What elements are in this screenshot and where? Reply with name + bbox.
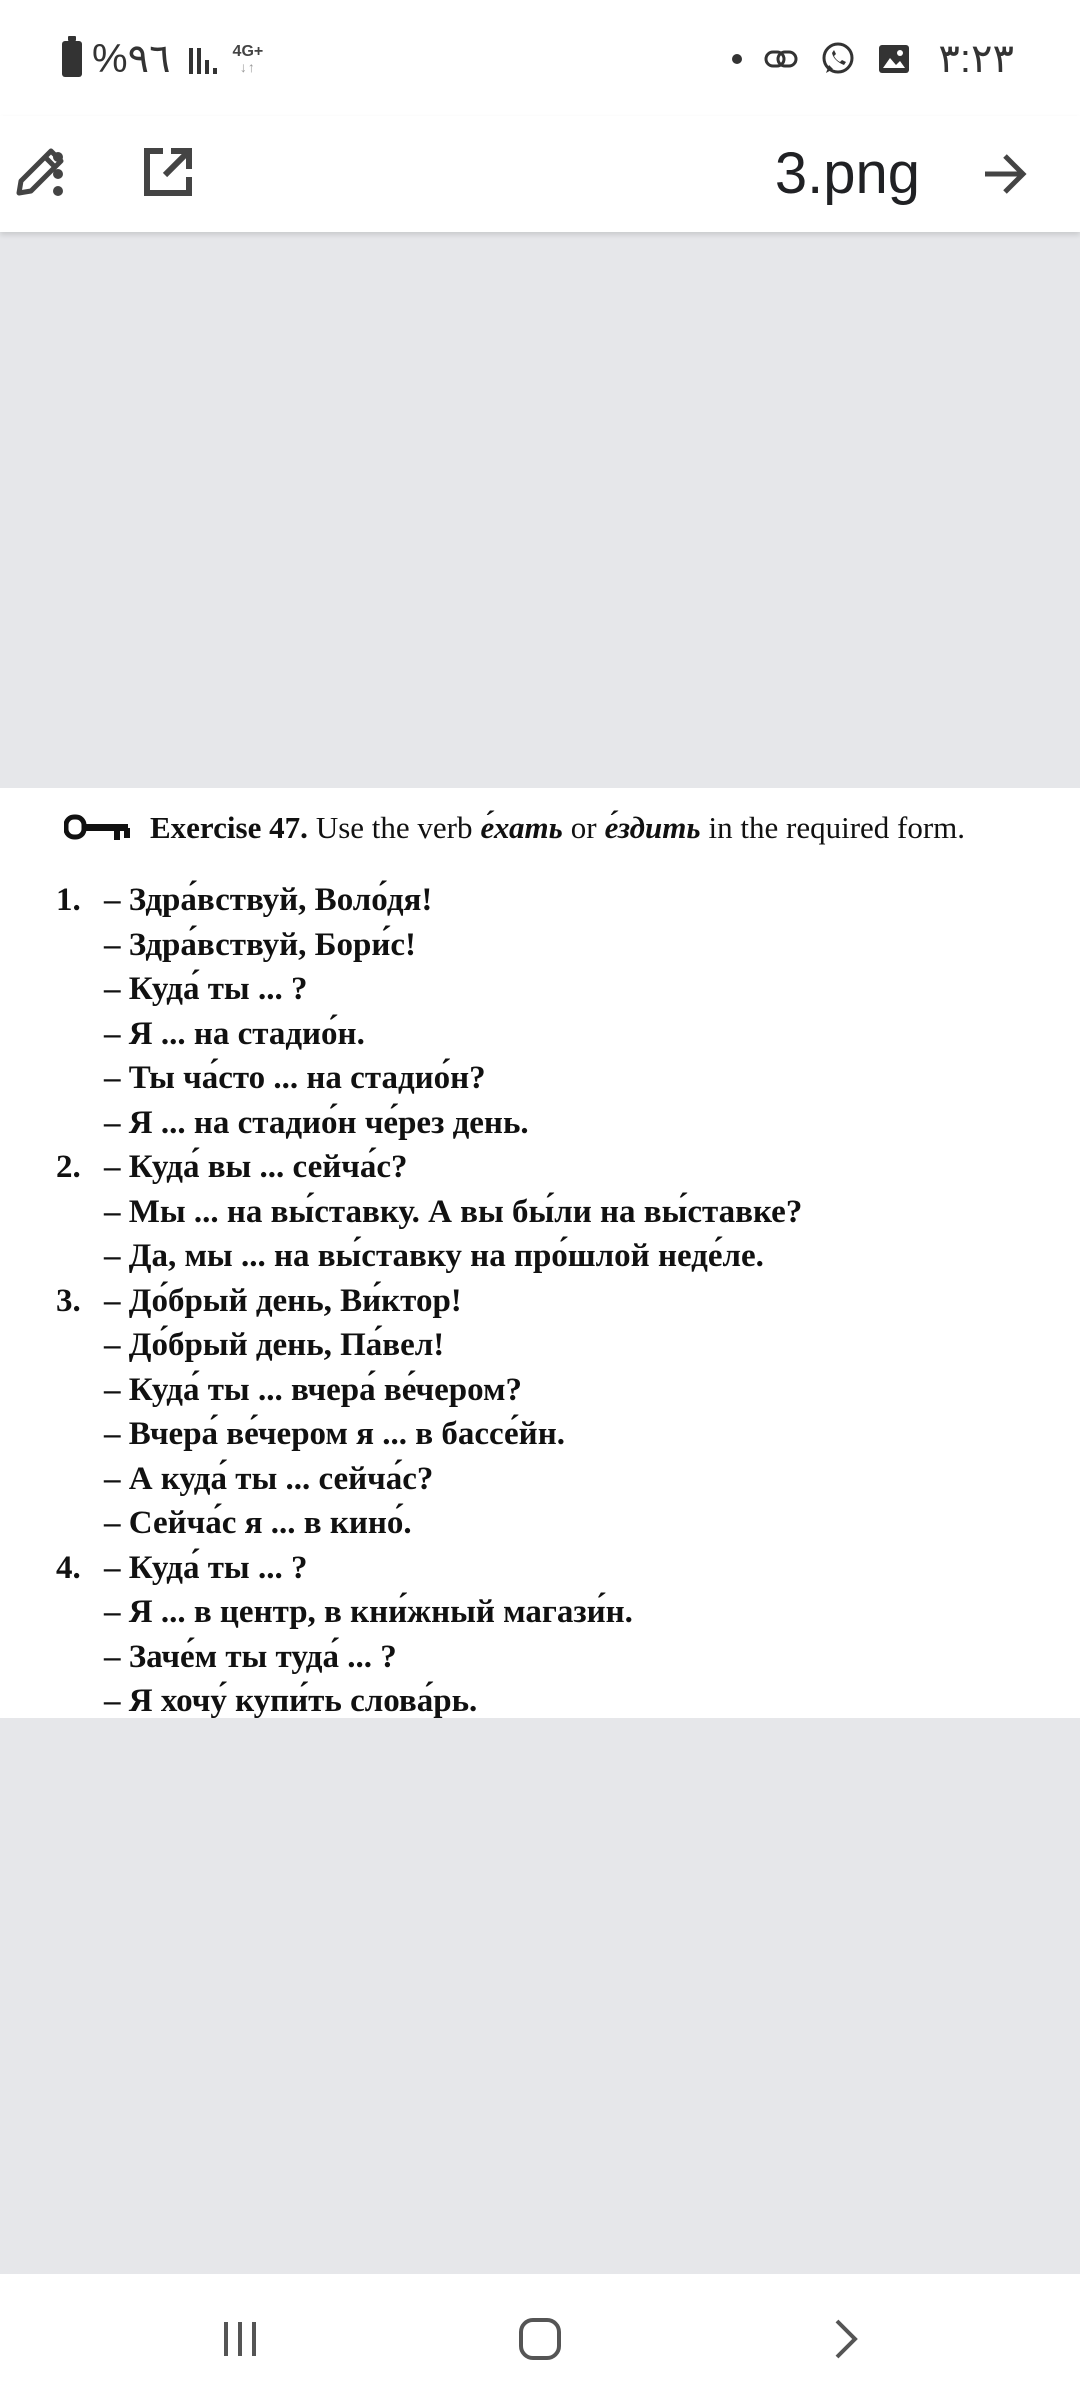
dialogue-text: – Куда́ ты ... вчера́ ве́чером? bbox=[104, 1371, 522, 1408]
home-icon bbox=[518, 2317, 562, 2361]
arrow-forward-icon bbox=[981, 152, 1029, 196]
exercise-line bbox=[56, 923, 1056, 968]
file-title: 3.png bbox=[774, 141, 920, 206]
instruction-or: or bbox=[570, 810, 597, 845]
exercise-line bbox=[56, 1501, 1056, 1546]
recents-button[interactable] bbox=[200, 2304, 280, 2374]
navigation-bar bbox=[0, 2274, 1080, 2400]
edit-pencil-icon bbox=[13, 145, 67, 199]
data-arrows-icon: ↓↑ bbox=[239, 59, 256, 75]
verb-2: е́здить bbox=[604, 810, 701, 845]
home-button[interactable] bbox=[500, 2304, 580, 2374]
exercise-line bbox=[56, 1412, 1056, 1457]
dialogue-text: – Я хочу́ купи́ть слова́рь. bbox=[104, 1683, 478, 1719]
dialogue-text: – Ты ча́сто ... на стадио́н? bbox=[104, 1060, 486, 1096]
clock: ٣:٢٣ bbox=[938, 37, 1014, 81]
exercise-lines bbox=[56, 878, 1056, 1724]
exercise-line bbox=[56, 1279, 1056, 1324]
dot-icon bbox=[732, 54, 742, 64]
exercise-line bbox=[56, 1679, 1056, 1724]
dialogue-text: – Заче́м ты туда́ ... ? bbox=[104, 1638, 397, 1675]
image-icon bbox=[878, 44, 910, 74]
status-right bbox=[732, 34, 1014, 84]
exercise-line bbox=[56, 1457, 1056, 1502]
exercise-line bbox=[56, 1368, 1056, 1413]
dialogue-text: – Куда́ ты ... ? bbox=[104, 971, 308, 1007]
key-icon bbox=[64, 814, 136, 842]
exercise-label: Exercise 47. bbox=[150, 810, 308, 845]
whatsapp-icon bbox=[820, 41, 856, 77]
open-with-button[interactable] bbox=[128, 132, 208, 212]
instruction-pre: Use the verb bbox=[315, 810, 473, 845]
dialogue-text: – Здра́вствуй, Бори́с! bbox=[104, 926, 417, 963]
exercise-line bbox=[56, 1012, 1056, 1057]
link-icon bbox=[764, 49, 798, 69]
dialogue-text: – До́брый день, Па́вел! bbox=[104, 1327, 445, 1363]
recents-icon bbox=[220, 2320, 260, 2358]
dialogue-text: – Куда́ ты ... ? bbox=[104, 1549, 308, 1586]
exercise-line bbox=[56, 878, 1056, 923]
dialogue-text: – Здра́вствуй, Воло́дя! bbox=[104, 882, 433, 918]
edit-button[interactable] bbox=[0, 132, 80, 212]
signal-icon bbox=[189, 44, 217, 74]
exercise-line bbox=[56, 1145, 1056, 1190]
exercise-line bbox=[56, 1590, 1056, 1635]
exercise-line bbox=[56, 967, 1056, 1012]
exercise-line bbox=[56, 1323, 1056, 1368]
exercise-line bbox=[56, 1546, 1056, 1591]
exercise-line bbox=[56, 1234, 1056, 1279]
forward-button[interactable] bbox=[970, 134, 1040, 214]
exercise-header bbox=[64, 810, 1064, 846]
item-number: 2. bbox=[56, 1149, 81, 1185]
item-number: 1. bbox=[56, 882, 81, 918]
dialogue-text: – Я ... на стадио́н. bbox=[104, 1015, 365, 1052]
dialogue-text: – Сейча́с я ... в кино́. bbox=[104, 1505, 412, 1541]
exercise-line bbox=[56, 1635, 1056, 1680]
status-bar bbox=[0, 0, 1080, 116]
dialogue-text: – Мы ... на вы́ставку. А вы бы́ли на вы́ставке? bbox=[104, 1193, 803, 1230]
network-type: 4G+ bbox=[232, 43, 264, 60]
item-number: 3. bbox=[56, 1282, 81, 1319]
exercise-line bbox=[56, 1056, 1056, 1101]
network-type-indicator bbox=[233, 44, 264, 74]
dialogue-text: – Куда́ вы ... сейча́с? bbox=[104, 1149, 408, 1185]
status-left bbox=[62, 34, 263, 84]
exercise-line bbox=[56, 1101, 1056, 1146]
dialogue-text: – Да, мы ... на вы́ставку на про́шлой неде́ле. bbox=[104, 1238, 764, 1274]
dialogue-text: – До́брый день, Ви́ктор! bbox=[104, 1282, 462, 1319]
dialogue-text: – Вчера́ ве́чером я ... в бассе́йн. bbox=[104, 1416, 565, 1452]
back-button[interactable] bbox=[806, 2304, 886, 2374]
dialogue-text: – Я ... в центр, в кни́жный магази́н. bbox=[104, 1594, 633, 1630]
top-toolbar bbox=[0, 116, 1080, 232]
battery-percentage: %٩٦ bbox=[92, 37, 171, 81]
open-in-new-icon bbox=[141, 145, 195, 199]
exercise-line bbox=[56, 1190, 1056, 1235]
verb-1: е́хать bbox=[480, 810, 563, 845]
instruction-post: in the required form. bbox=[708, 810, 966, 845]
back-icon bbox=[831, 2317, 861, 2361]
dialogue-text: – Я ... на стадио́н че́рез день. bbox=[104, 1104, 529, 1141]
item-number: 4. bbox=[56, 1549, 81, 1586]
document-image[interactable] bbox=[0, 788, 1080, 1718]
dialogue-text: – А куда́ ты ... сейча́с? bbox=[104, 1460, 434, 1497]
battery-icon bbox=[62, 41, 82, 77]
